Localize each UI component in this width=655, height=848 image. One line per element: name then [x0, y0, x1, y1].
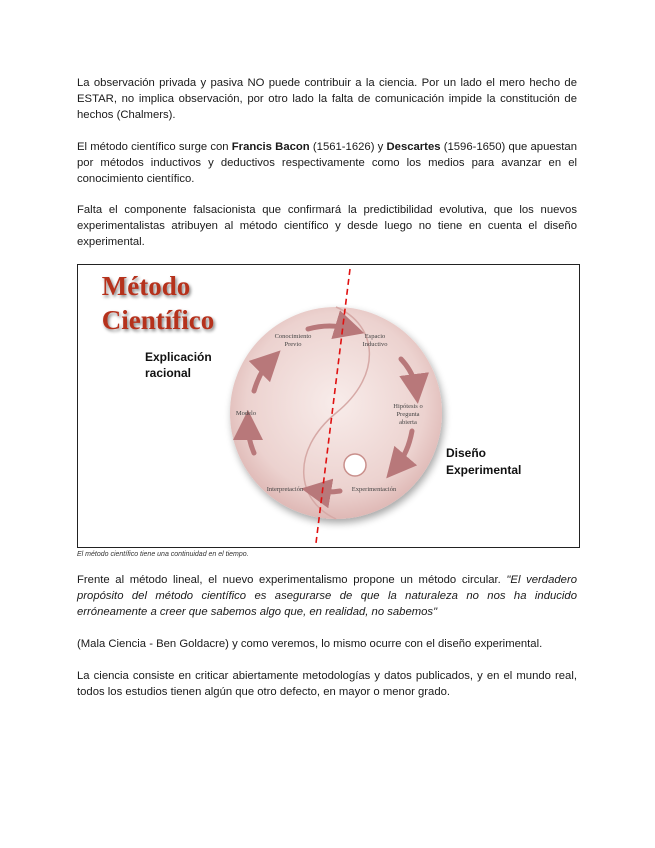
- figure-title-line2: Científico: [101, 305, 215, 335]
- p2-text-b: (1561-1626) y: [309, 141, 387, 153]
- cycle-conocimiento-2: Previo: [284, 341, 302, 348]
- p2-text-c: (1596-1650) que apuestan por métodos inductivos y deductivos respectivamente como los medios para avanzar en el conocimiento científico.: [77, 141, 577, 185]
- figure-caption: El método científico tiene una continuidad en el tiempo.: [77, 551, 249, 558]
- cycle-espacio-1: Espacio: [364, 333, 386, 340]
- cycle-conocimiento-1: Conocimiento: [274, 333, 312, 340]
- label-racional: racional: [145, 366, 192, 380]
- p4-text-a: Frente al método lineal, el nuevo experimentalismo propone un método circular.: [77, 574, 507, 586]
- yin-yang-dot: [344, 454, 366, 476]
- bacon-name: Francis Bacon: [231, 141, 310, 153]
- cycle-hipotesis-2: Pregunta: [396, 411, 420, 418]
- figure-title-line1: Método: [101, 271, 191, 301]
- figure-metodo-cientifico: [77, 264, 580, 548]
- paragraph-falsacionista: Falta el componente falsacionista que confirmará la predictibilidad evolutiva, que los nuevos experimentalistas atribuyen al método científico y desde luego no tiene en cuenta el diseño experimental.: [77, 204, 577, 248]
- label-diseno: Diseño: [446, 446, 487, 460]
- cycle-hipotesis-1: Hipótesis o: [393, 403, 423, 410]
- goldacre-quote: "El verdadero propósito del método científico es asegurarse de que la naturaleza no nos ha inducido erróneamente a creer que sabemos algo que, en realidad, no sabemos": [77, 574, 577, 618]
- arrow-4: [316, 491, 340, 492]
- paragraph-metodo-cientifico: [77, 139, 577, 187]
- paragraph-experimentalismo: [77, 572, 577, 620]
- label-explicacion: Explicación: [145, 350, 212, 364]
- cycle-espacio-2: Inductivo: [362, 341, 388, 348]
- paragraph-mala-ciencia: (Mala Ciencia - Ben Goldacre) y como veremos, lo mismo ocurre con el diseño experimental.: [77, 638, 543, 650]
- cycle-modelo: Modelo: [235, 410, 257, 417]
- paragraph-observacion: La observación privada y pasiva NO puede contribuir a la ciencia. Por un lado el mero hecho de ESTAR, no implica observación, por otro lado la falta de comunicación impide la constitución de hechos (Chalmers).: [77, 77, 577, 121]
- p2-text-a: El método científico surge con: [77, 141, 232, 153]
- diagram-svg: [78, 265, 579, 547]
- paragraph-critica: La ciencia consiste en criticar abiertamente metodologías y datos publicados, y en el mundo real, todos los estudios tienen algún que otro defecto, en mayor o menor grado.: [77, 670, 577, 698]
- cycle-experimentacion: Experimentación: [351, 486, 397, 493]
- label-experimental: Experimental: [446, 463, 522, 477]
- cycle-hipotesis-3: abierta: [399, 419, 417, 426]
- cycle-interpretacion: Interpretación: [266, 486, 304, 493]
- descartes-name: Descartes: [386, 141, 441, 153]
